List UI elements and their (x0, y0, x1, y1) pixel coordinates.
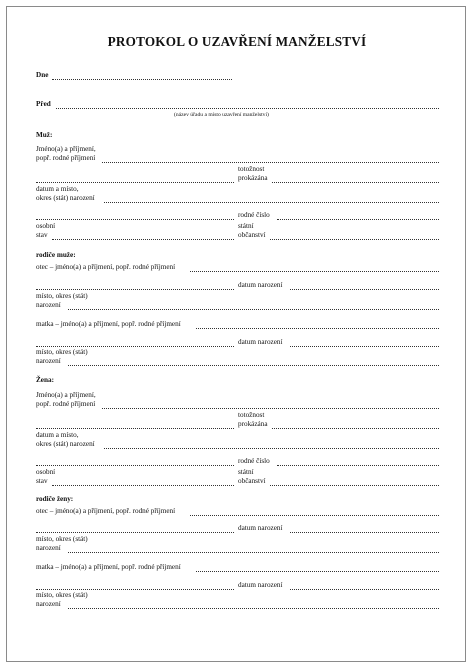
wife-mother-place-field[interactable] (68, 607, 439, 609)
wife-birth-number-field[interactable] (277, 464, 439, 466)
husband-mother-place-field[interactable] (68, 364, 439, 366)
husband-mother-field[interactable] (196, 327, 439, 329)
section-husband: Muž: (36, 131, 53, 139)
husband-name-label-2: popř. rodné příjmení (36, 154, 96, 162)
wife-father-place-label-2: narození (36, 544, 61, 552)
husband-identity-label-1: totožnost (238, 165, 265, 173)
wife-status-label: stav (36, 477, 48, 485)
wife-mother-birth-date-field[interactable] (290, 588, 439, 590)
office-hint: (název úřadu a místo uzavření manželství) (174, 112, 269, 118)
husband-mother-place-label-2: narození (36, 357, 61, 365)
husband-name-field-2[interactable] (36, 181, 234, 183)
wife-mother-field[interactable] (196, 570, 439, 572)
husband-father-birth-date-label: datum narození (238, 281, 283, 289)
wife-birth-field[interactable] (104, 447, 439, 449)
wife-name-field[interactable] (102, 407, 439, 409)
husband-citizenship-label: občanství (238, 231, 266, 239)
husband-birth-number-label: rodné číslo (238, 211, 270, 219)
wife-father-field[interactable] (190, 514, 439, 516)
wife-citizenship-field[interactable] (270, 484, 439, 486)
husband-mother-label: matka – jméno(a) a příjmení, popř. rodné příjmení (36, 320, 181, 328)
husband-citizenship-field[interactable] (270, 238, 439, 240)
husband-father-field[interactable] (190, 270, 439, 272)
wife-birth-label-1: datum a místo, (36, 431, 79, 439)
husband-father-label: otec – jméno(a) a příjmení, popř. rodné příjmení (36, 263, 176, 271)
husband-mother-birth-date-label: datum narození (238, 338, 283, 346)
wife-name-field-2[interactable] (36, 427, 234, 429)
husband-personal-label: osobní (36, 222, 56, 230)
wife-father-place-field[interactable] (68, 551, 439, 553)
wife-state-label: státní (238, 468, 254, 476)
wife-birth-number-label: rodné číslo (238, 457, 270, 465)
section-wife-parents: rodiče ženy: (36, 495, 74, 503)
section-wife: Žena: (36, 376, 54, 384)
husband-mother-place-label-1: místo, okres (stát) (36, 348, 88, 356)
date-field[interactable] (52, 78, 232, 80)
wife-birth-field-2[interactable] (36, 464, 234, 466)
section-husband-parents: rodiče muže: (36, 251, 76, 259)
husband-identity-label-2: prokázána (238, 174, 268, 182)
wife-mother-place-label-2: narození (36, 600, 61, 608)
husband-state-label: státní (238, 222, 254, 230)
wife-identity-label-1: totožnost (238, 411, 265, 419)
wife-father-birth-date-label: datum narození (238, 524, 283, 532)
husband-father-place-label-2: narození (36, 301, 61, 309)
husband-status-label: stav (36, 231, 48, 239)
husband-birth-field-2[interactable] (36, 218, 234, 220)
husband-father-field-2[interactable] (36, 288, 234, 290)
wife-name-label-1: Jméno(a) a příjmení, (36, 391, 96, 399)
husband-father-birth-date-field[interactable] (290, 288, 439, 290)
husband-mother-birth-date-field[interactable] (290, 345, 439, 347)
husband-mother-field-2[interactable] (36, 345, 234, 347)
wife-name-label-2: popř. rodné příjmení (36, 400, 96, 408)
date-label: Dne (36, 71, 49, 79)
wife-birth-label-2: okres (stát) narození (36, 440, 95, 448)
wife-mother-place-label-1: místo, okres (stát) (36, 591, 88, 599)
husband-identity-field[interactable] (272, 181, 439, 183)
wife-mother-birth-date-label: datum narození (238, 581, 283, 589)
husband-father-place-field[interactable] (68, 308, 439, 310)
wife-status-field[interactable] (52, 484, 234, 486)
husband-father-place-label-1: místo, okres (stát) (36, 292, 88, 300)
wife-personal-label: osobní (36, 468, 56, 476)
husband-birth-number-field[interactable] (277, 218, 439, 220)
wife-mother-field-2[interactable] (36, 588, 234, 590)
husband-birth-field[interactable] (104, 201, 439, 203)
wife-citizenship-label: občanství (238, 477, 266, 485)
husband-name-label-1: Jméno(a) a příjmení, (36, 145, 96, 153)
wife-father-field-2[interactable] (36, 531, 234, 533)
wife-father-birth-date-field[interactable] (290, 531, 439, 533)
wife-mother-label: matka – jméno(a) a příjmení, popř. rodné příjmení (36, 563, 181, 571)
husband-status-field[interactable] (52, 238, 234, 240)
wife-father-label: otec – jméno(a) a příjmení, popř. rodné příjmení (36, 507, 176, 515)
husband-name-field[interactable] (102, 161, 439, 163)
wife-identity-label-2: prokázána (238, 420, 268, 428)
page-title: PROTOKOL O UZAVŘENÍ MANŽELSTVÍ (107, 34, 367, 49)
office-field[interactable] (56, 107, 439, 109)
before-label: Před (36, 100, 51, 108)
husband-birth-label-2: okres (stát) narození (36, 194, 95, 202)
wife-father-place-label-1: místo, okres (stát) (36, 535, 88, 543)
husband-birth-label-1: datum a místo, (36, 185, 79, 193)
wife-identity-field[interactable] (272, 427, 439, 429)
